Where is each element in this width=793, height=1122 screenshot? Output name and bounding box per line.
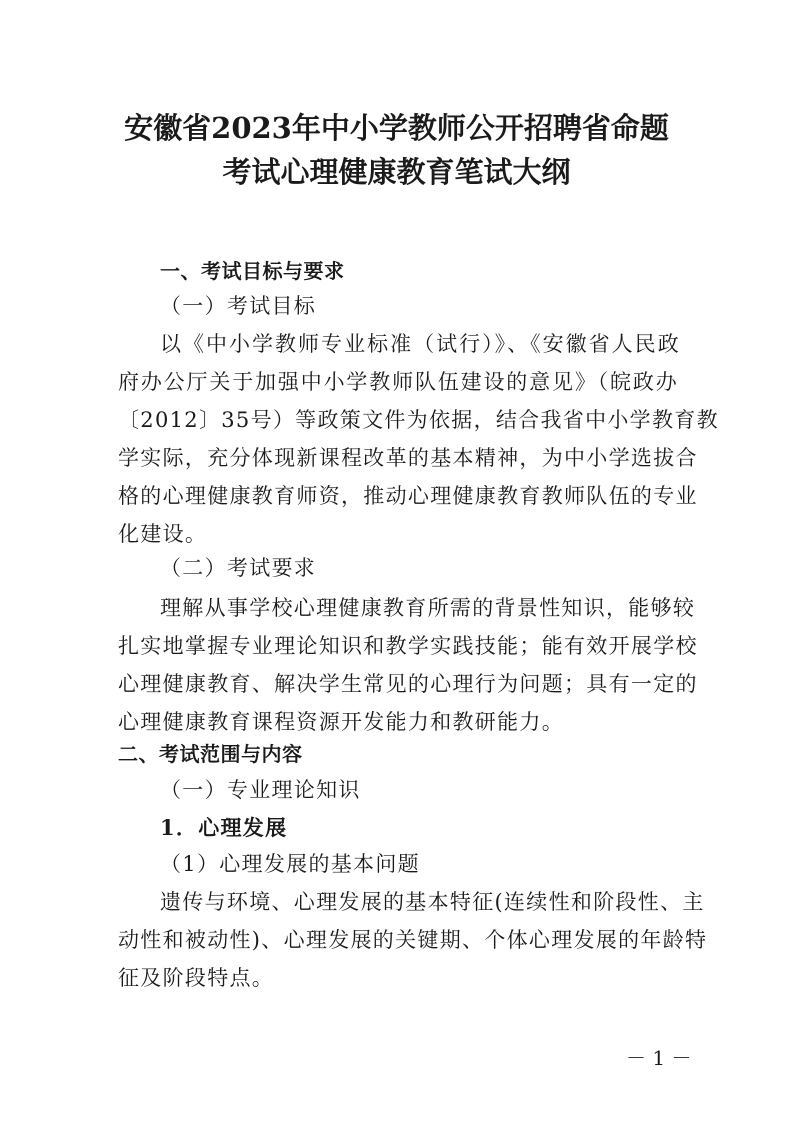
paragraph-line: 化建设。 [118,522,208,546]
paragraph-line: 遗传与环境、心理发展的基本特征(连续性和阶段性、主 [160,890,705,914]
subtopic-heading: （1）心理发展的基本问题 [160,852,420,876]
topic-heading-psych-development: 1．心理发展 [160,815,288,840]
paragraph-line: 心理健康教育、解决学生常见的心理行为问题；具有一定的 [118,672,698,696]
paragraph-line: 格的心理健康教育师资，推动心理健康教育教师队伍的专业 [118,484,698,508]
paragraph-line: 府办公厅关于加强中小学教师队伍建设的意见》（皖政办 [118,370,678,394]
subsection-heading-theory: （一）专业理论知识 [160,778,361,802]
document-title-line-2: 考试心理健康教育笔试大纲 [222,155,571,189]
section-heading-1: 一、考试目标与要求 [160,259,345,283]
paragraph-line: 理解从事学校心理健康教育所需的背景性知识，能够较 [160,596,696,620]
subsection-heading-exam-goal: （一）考试目标 [160,294,317,318]
paragraph-line: 以《中小学教师专业标准（试行）》、《安徽省人民政 [160,332,680,356]
section-heading-2: 二、考试范围与内容 [118,742,303,766]
subsection-heading-exam-requirement: （二）考试要求 [160,556,317,580]
paragraph-line: 征及阶段特点。 [118,966,275,990]
page-number: － 1 － [626,1046,692,1070]
paragraph-line: 扎实地掌握专业理论知识和教学实践技能；能有效开展学校 [118,634,698,658]
paragraph-line: 学实际，充分体现新课程改革的基本精神，为中小学选拔合 [118,446,698,470]
paragraph-line: 心理健康教育课程资源开发能力和教研能力。 [118,710,564,734]
paragraph-line: 动性和被动性)、心理发展的关键期、个体心理发展的年龄特 [118,928,708,952]
paragraph-line: 〔2012〕35号）等政策文件为依据，结合我省中小学教育教 [118,408,719,432]
document-title-line-1: 安徽省2023年中小学教师公开招聘省命题 [124,111,669,145]
